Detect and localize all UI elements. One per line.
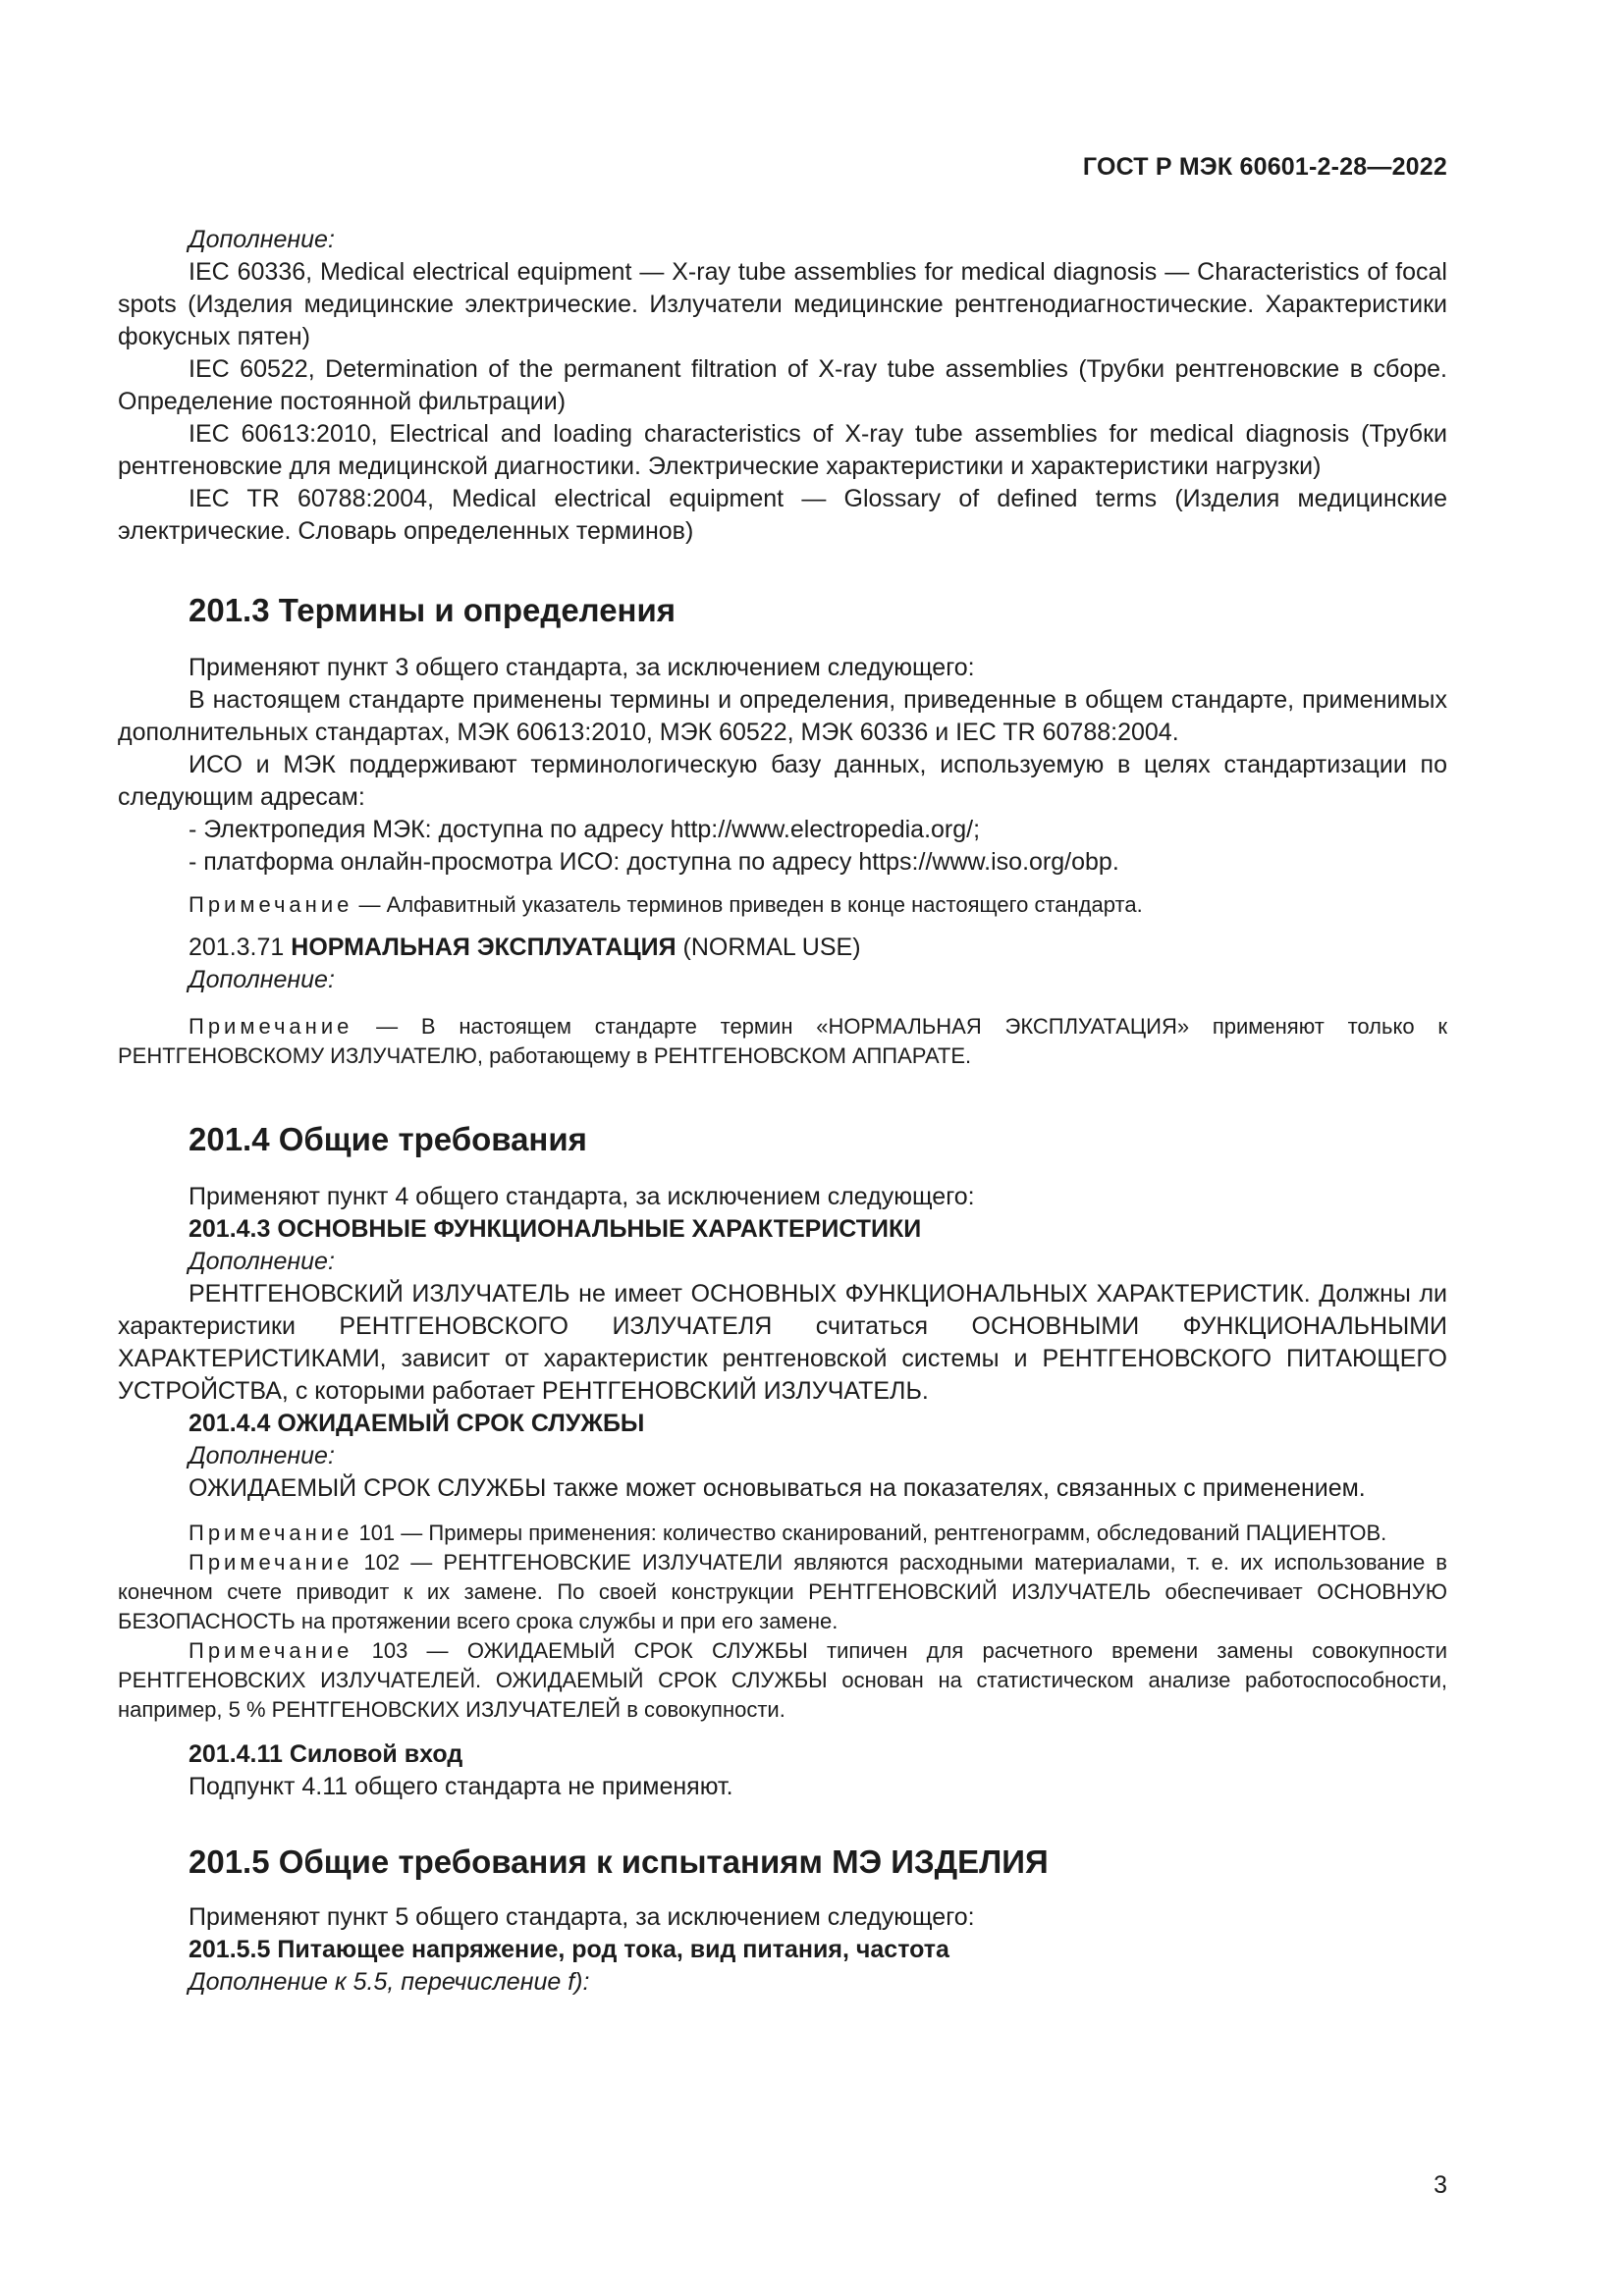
paragraph: Применяют пункт 3 общего стандарта, за исключением следующего: (189, 654, 975, 681)
subsection-title: 201.4.3 ОСНОВНЫЕ ФУНКЦИОНАЛЬНЫЕ ХАРАКТЕРИСТИКИ (189, 1215, 922, 1243)
paragraph: Применяют пункт 5 общего стандарта, за исключением следующего: (189, 1903, 975, 1931)
note-text: 102 — РЕНТГЕНОВСКИЕ ИЗЛУЧАТЕЛИ являются расходными материалами, т. е. их использование в конечном счете приводит к их замене. По своей конструкции РЕНТГЕНОВСКИЙ ИЗЛУЧАТЕЛЬ обеспечивает ОСНОВНУЮ БЕЗОПАСНОСТЬ на протяжении всего срока службы и при его замене. (118, 1550, 1447, 1633)
note (118, 1519, 1447, 1548)
note-label: Примечание (189, 892, 353, 917)
note-label: Примечание (189, 1550, 353, 1575)
page-body (118, 224, 1447, 1999)
paragraph: Применяют пункт 4 общего стандарта, за исключением следующего: (189, 1183, 975, 1210)
note-text: 103 — ОЖИДАЕМЫЙ СРОК СЛУЖБЫ типичен для расчетного времени замены совокупности РЕНТГЕНОВСКИХ ИЗЛУЧАТЕЛЕЙ. ОЖИДАЕМЫЙ СРОК СЛУЖБЫ основан на статистическом анализе работоспособности, например, 5 % РЕНТГЕНОВСКИХ ИЗЛУЧАТЕЛЕЙ в совокупности. (118, 1638, 1447, 1722)
section-title-201-4: 201.4 Общие требования (189, 1121, 587, 1157)
term-english: (NORMAL USE) (676, 934, 861, 961)
document-code-header: ГОСТ Р МЭК 60601-2-28—2022 (1082, 153, 1447, 181)
page-number: 3 (1434, 2171, 1447, 2199)
addition-label: Дополнение: (189, 966, 335, 993)
paragraph: В настоящем стандарте применены термины и определения, приведенные в общем стандарте, применимых дополнительных стандартах, МЭК 60613:2010, МЭК 60522, МЭК 60336 и IEC TR 60788:2004. (118, 686, 1447, 746)
note-text: — В настоящем стандарте термин «НОРМАЛЬНАЯ ЭКСПЛУАТАЦИЯ» применяют только к РЕНТГЕНОВСКОМУ ИЗЛУЧАТЕЛЮ, работающему в РЕНТГЕНОВСКОМ АППАРАТЕ. (118, 1014, 1447, 1068)
reference-item: IEC 60336, Medical electrical equipment — X-ray tube assemblies for medical diagnosis — Characteristics of focal spots (Изделия медицинские электрические. Излучатели медицинские рентгенодиагностические. Характеристики фокусных пятен) (118, 258, 1447, 350)
reference-item: IEC 60522, Determination of the permanent filtration of X-ray tube assemblies (Трубки рентгеновские в сборе. Определение постоянной фильтрации) (118, 355, 1447, 415)
term-number: 201.3.71 (189, 934, 292, 961)
addition-label: Дополнение: (189, 226, 335, 253)
paragraph: Подпункт 4.11 общего стандарта не применяют. (189, 1773, 733, 1800)
note-text: — Алфавитный указатель терминов приведен в конце настоящего стандарта. (352, 892, 1143, 917)
subsection-title: 201.4.4 ОЖИДАЕМЫЙ СРОК СЛУЖБЫ (189, 1410, 645, 1437)
subsection-title: 201.5.5 Питающее напряжение, род тока, вид питания, частота (189, 1936, 949, 1963)
note-label: Примечание (189, 1638, 353, 1663)
paragraph: РЕНТГЕНОВСКИЙ ИЗЛУЧАТЕЛЬ не имеет ОСНОВНЫХ ФУНКЦИОНАЛЬНЫХ ХАРАКТЕРИСТИК. Должны ли характеристики РЕНТГЕНОВСКОГО ИЗЛУЧАТЕЛЯ считаться ОСНОВНЫМИ ФУНКЦИОНАЛЬНЫМИ ХАРАКТЕРИСТИКАМИ, зависит от характеристик рентгеновской системы и РЕНТГЕНОВСКОГО ПИТАЮЩЕГО УСТРОЙСТВА, с которыми работает РЕНТГЕНОВСКИЙ ИЗЛУЧАТЕЛЬ. (118, 1280, 1447, 1405)
list-item: - платформа онлайн-просмотра ИСО: доступна по адресу https://www.iso.org/obp. (189, 848, 1119, 876)
reference-item: IEC TR 60788:2004, Medical electrical equipment — Glossary of defined terms (Изделия медицинские электрические. Словарь определенных терминов) (118, 485, 1447, 545)
note (118, 1548, 1447, 1636)
section-title-201-3: 201.3 Термины и определения (189, 592, 677, 628)
section-title-201-5: 201.5 Общие требования к испытаниям МЭ ИЗДЕЛИЯ (189, 1843, 1049, 1880)
paragraph: ОЖИДАЕМЫЙ СРОК СЛУЖБЫ также может основываться на показателях, связанных с применением. (189, 1474, 1366, 1502)
note (118, 1636, 1447, 1725)
term-entry (118, 932, 1447, 964)
addition-label: Дополнение: (189, 1248, 335, 1275)
addition-label: Дополнение к 5.5, перечисление f): (189, 1968, 590, 1996)
note-label: Примечание (189, 1521, 353, 1545)
note-text: 101 — Примеры применения: количество сканирований, рентгенограмм, обследований ПАЦИЕНТОВ. (352, 1521, 1387, 1545)
list-item: - Электропедия МЭК: доступна по адресу http://www.electropedia.org/; (189, 816, 981, 843)
note (118, 890, 1447, 920)
paragraph: ИСО и МЭК поддерживают терминологическую базу данных, используемую в целях стандартизации по следующим адресам: (118, 751, 1447, 811)
reference-item: IEC 60613:2010, Electrical and loading characteristics of X-ray tube assemblies for medical diagnosis (Трубки рентгеновские для медицинской диагностики. Электрические характеристики и характеристики нагрузки) (118, 420, 1447, 480)
term-name: НОРМАЛЬНАЯ ЭКСПЛУАТАЦИЯ (291, 934, 677, 961)
note-label: Примечание (189, 1014, 353, 1039)
addition-label: Дополнение: (189, 1442, 335, 1469)
note (118, 1012, 1447, 1071)
subsection-title: 201.4.11 Силовой вход (189, 1740, 463, 1768)
